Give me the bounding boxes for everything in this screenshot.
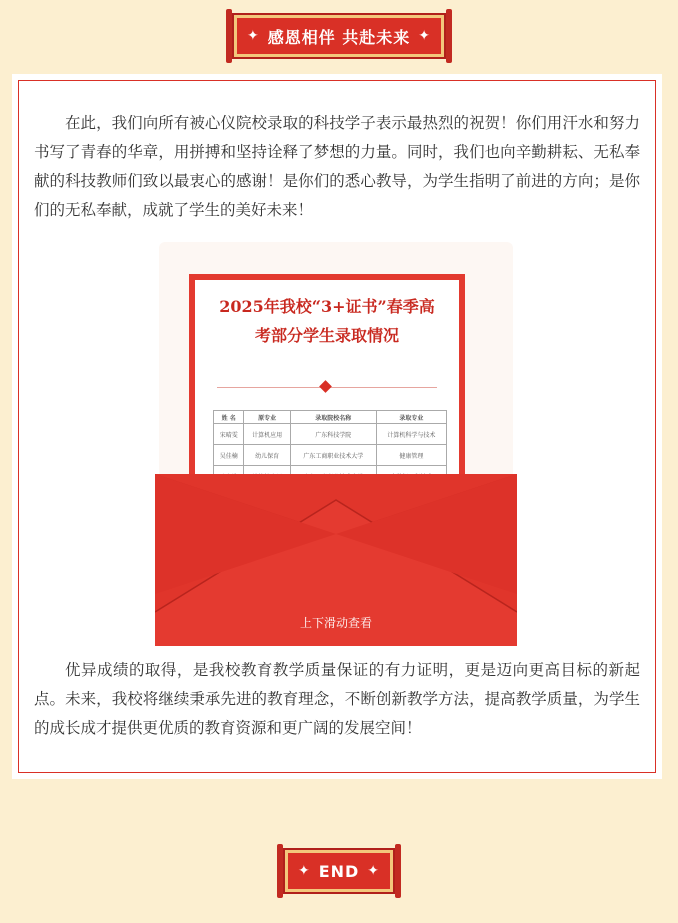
admission-poster[interactable] xyxy=(159,242,513,646)
table-cell: 幼儿保育 xyxy=(244,445,290,466)
table-cell: 宋晴雯 xyxy=(214,424,244,445)
table-cell: 吴佳楠 xyxy=(214,445,244,466)
diamond-icon xyxy=(319,380,332,393)
end-banner xyxy=(283,848,395,894)
congratulation-paragraph: 在此，我们向所有被心仪院校录取的科技学子表示最热烈的祝贺！你们用汗水和努力书写了青春的华章，用拼搏和坚持诠释了梦想的力量。同时，我们也向辛勤耕耘、无私奉献的科技教师们致以最衷心的感谢！是你们的悉心教导，为学生指明了前进的方向；是你们的无私奉献，成就了学生的美好未来！ xyxy=(34,114,640,219)
red-envelope xyxy=(155,474,517,646)
table-header: 原专业 xyxy=(244,411,290,424)
article-card xyxy=(12,74,662,779)
scroll-hint: 上下滑动查看 xyxy=(299,616,372,630)
table-cell: 计算机应用 xyxy=(244,424,290,445)
star-icon: ✦ xyxy=(418,28,432,44)
table-header: 录取院校名称 xyxy=(290,411,376,424)
banner-title: 感恩相伴 共赴未来 xyxy=(267,27,411,47)
future-paragraph: 优异成绩的取得，是我校教育教学质量保证的有力证明，更是迈向更高目标的新起点。未来，我校将继续秉承先进的教育理念，不断创新教学方法，提高教学质量，为学生的成长成才提供更优质的教育资源和更广阔的发展空间！ xyxy=(34,661,640,737)
star-icon: ✦ xyxy=(297,863,311,879)
end-label: END xyxy=(318,861,360,881)
table-row xyxy=(214,445,447,466)
table-row xyxy=(214,424,447,445)
star-icon: ✦ xyxy=(246,28,260,44)
title-banner xyxy=(232,13,446,59)
document-title: 2025年我校“3+证书”春季高考部分学生录取情况 xyxy=(219,297,435,345)
table-header-row xyxy=(214,411,447,424)
table-header: 姓 名 xyxy=(214,411,244,424)
table-cell: 计算机科学与技术 xyxy=(376,424,446,445)
star-icon: ✦ xyxy=(367,863,381,879)
table-header: 录取专业 xyxy=(376,411,446,424)
table-cell: 广东工商职业技术大学 xyxy=(290,445,376,466)
table-cell: 健康管理 xyxy=(376,445,446,466)
table-cell: 广东科技学院 xyxy=(290,424,376,445)
